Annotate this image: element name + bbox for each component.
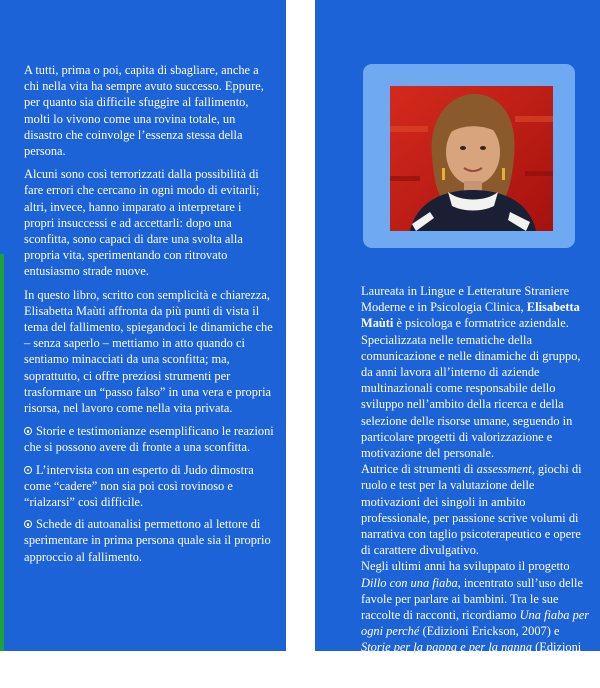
book-title: Storie per la pappa e per la nanna — [361, 640, 533, 655]
bullet-text: Schede di autoanalisi permettono al lettore di sperimentare in prima persona quale sia il proprio approccio al fallimento. — [24, 517, 271, 564]
bio-paragraph — [361, 461, 591, 558]
book-title: Una fiaba per ogni perché — [361, 608, 590, 639]
blurb-text — [24, 62, 274, 571]
bio-italic: assessment — [476, 462, 532, 477]
author-bio — [361, 283, 591, 688]
bio-text: (2012). — [505, 672, 545, 687]
bio-paragraph — [361, 558, 591, 688]
bio-paragraph: Specializzata nelle tematiche della comunicazione e nelle dinamiche di gruppo, da anni lavora all’interno di aziende multinazionali come responsabile dello sviluppo nell’ambito della ricerca e della selezione delle risorse umane, seguendo in particolare progetti di valorizzazione e motivazione del personale. — [361, 332, 581, 461]
bio-text: Negli ultimi anni ha sviluppato il progetto — [361, 559, 570, 574]
right-flap — [315, 0, 600, 687]
green-edge-strip — [0, 254, 4, 651]
photo-frame — [363, 64, 575, 248]
bio-text: , giochi di ruolo e test per la valutazione delle motivazioni dei singoli in ambito professionale, per passione scrive volumi di narrativa con taglio psicoterapeutico e opere di carattere divulgativo. — [361, 462, 582, 558]
blurb-paragraph: A tutti, prima o poi, capita di sbagliare, anche a chi nella vita ha sempre avuto successo. Eppure, per quanto sia difficile sfuggire al fallimento, molti lo vivono come una rovina totale, un disastro che coinvolge l’essenza stessa della persona. — [24, 63, 264, 159]
author-name: Elisabetta Maùti — [361, 300, 580, 331]
book-title: Training Autogeno — [412, 672, 506, 687]
bio-paragraph — [361, 283, 591, 332]
blurb-paragraph: Alcuni sono così terrorizzati dalla possibilità di fare errori che cercano in ogni modo di evitarli; altri, invece, hanno imparato a interpretare i propri insuccessi e ad accettarli: dopo una sconfitta, sono capaci di dare una svolta alla propria vita, sperimentando con ritrovato entusiasmo strade nuove. — [24, 167, 260, 279]
bio-text: è psicologa e formatrice aziendale. — [393, 316, 569, 331]
bullet-text: Storie e testimonianze esemplificano le reazioni che si possono avere di fronte a una sconfitta. — [24, 424, 274, 455]
target-bullet-icon — [24, 427, 32, 435]
bio-text: Laureata in Lingue e Letterature Straniere Moderne e in Psicologia Clinica, — [361, 284, 570, 315]
target-bullet-icon — [24, 466, 32, 474]
target-bullet-icon — [24, 520, 32, 528]
bullet-item — [24, 516, 274, 565]
bullet-item — [24, 462, 274, 511]
bio-text: (Edizioni Erickson, 2007) e — [419, 624, 560, 639]
bio-text: (Edizioni Erickson, 2011). Per Giunti Demetra ha realizzato — [361, 640, 582, 687]
author-photo — [390, 86, 553, 231]
blurb-paragraph: In questo libro, scritto con semplicità e chiarezza, Elisabetta Maùti affronta da più punti di vista il tema del fallimento, spiegandoci le dinamiche che – senza saperlo – mettiamo in atto quando ci sentiamo minacciati da una sconfitta; ma, soprattutto, ci offre preziosi strumenti per trasformare un “passo falso” in una vera e propria risorsa, nel lavoro come nella vita privata. — [24, 287, 273, 416]
bio-text: Autrice di strumenti di — [361, 462, 477, 477]
bullet-item — [24, 423, 274, 455]
author-portrait-icon — [390, 86, 553, 231]
bio-text: , incentrato sull’uso delle favole per parlare ai bambini. Tra le sue raccolte di racconti, ricordiamo — [361, 575, 583, 623]
book-title: Dillo con una fiaba — [361, 575, 458, 590]
bullet-text: L’intervista con un esperto di Judo dimostra come “cadere” non sia poi così rovinoso e “rialzarsi” così difficile. — [24, 462, 254, 510]
left-flap — [0, 0, 286, 651]
